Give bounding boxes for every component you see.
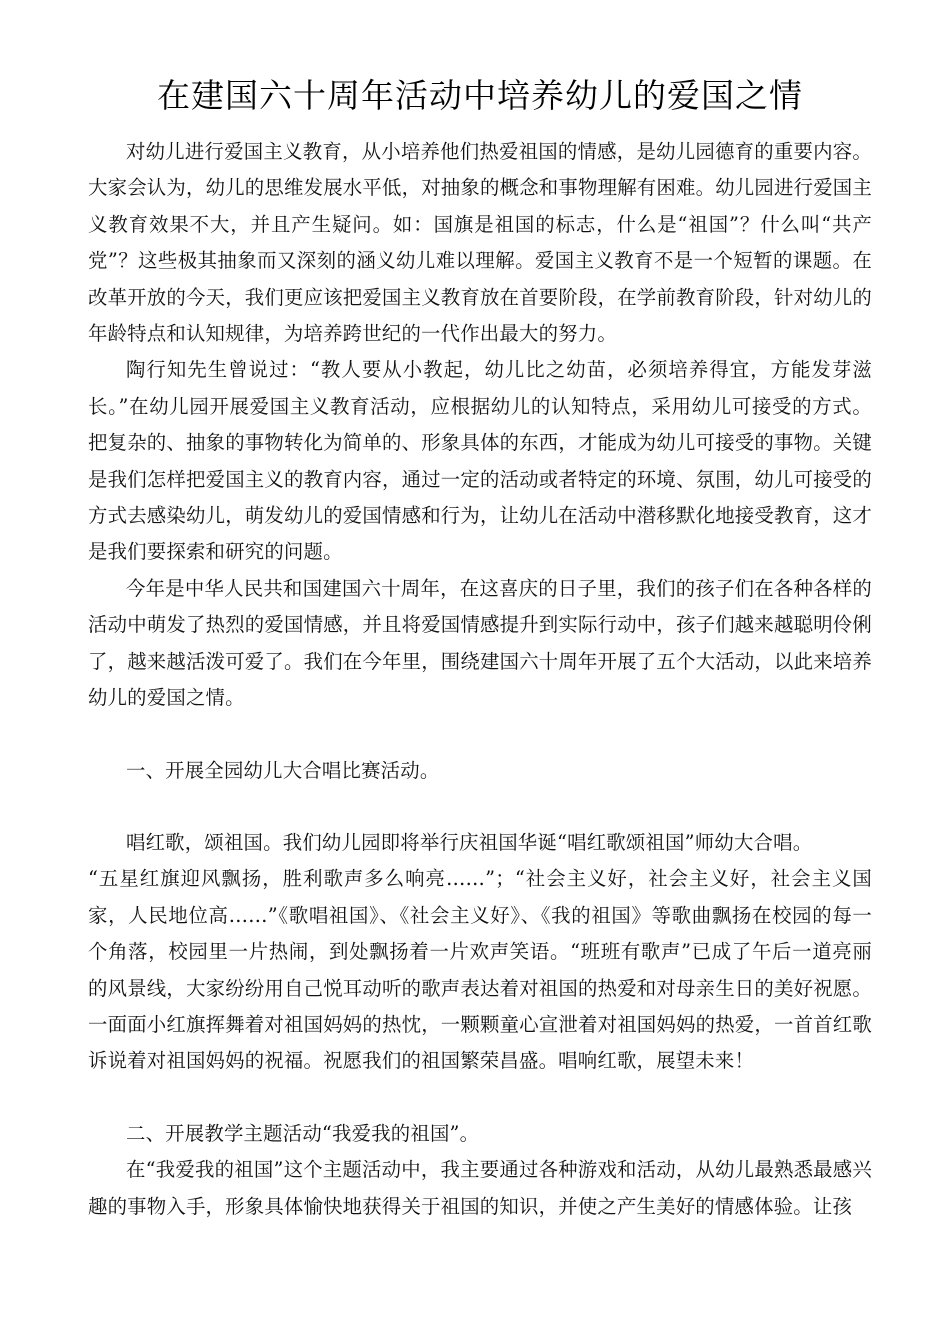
anniversary-paragraph: 今年是中华人民共和国建国六十周年，在这喜庆的日子里，我们的孩子们在各种各样的活动中萌发了热烈的爱国情感，并且将爱国情感提升到实际行动中，孩子们越来越聪明伶俐了，越来越活泼可爱了。我们在今年里，围绕建国六十周年开展了五个大活动，以此来培养幼儿的爱国之情。 — [88, 576, 872, 710]
section-2-paragraph: 在“我爱我的祖国”这个主题活动中，我主要通过各种游戏和活动，从幼儿最熟悉最感兴趣的事物入手，形象具体愉快地获得关于祖国的知识，并使之产生美好的情感体验。让孩 — [88, 1158, 872, 1218]
section-1-paragraph: 唱红歌，颂祖国。我们幼儿园即将举行庆祖国华诞“唱红歌颂祖国”师幼大合唱。 — [126, 830, 813, 854]
intro-paragraph: 对幼儿进行爱国主义教育，从小培养他们热爱祖国的情感，是幼儿园德育的重要内容。大家会认为，幼儿的思维发展水平低，对抽象的概念和事物理解有困难。幼儿园进行爱国主义教育效果不大，并且产生疑问。如：国旗是祖国的标志，什么是“祖国”？什么叫“共产党”？这些极其抽象而又深刻的涵义幼儿难以理解。爱国主义教育不是一个短暂的课题。在改革开放的今天，我们更应该把爱国主义教育放在首要阶段，在学前教育阶段，针对幼儿的年龄特点和认知规律，为培养跨世纪的一代作出最大的努力。 — [88, 140, 872, 346]
section-2-heading: 二、开展教学主题活动“我爱我的祖国”。 — [126, 1121, 480, 1145]
section-1-heading: 一、开展全园幼儿大合唱比赛活动。 — [126, 758, 440, 782]
document-page — [88, 72, 872, 1225]
quote-paragraph: 陶行知先生曾说过：“教人要从小教起，幼儿比之幼苗，必须培养得宜，方能发芽滋长。”在幼儿园开展爱国主义教育活动，应根据幼儿的认知特点，采用幼儿可接受的方式。把复杂的、抽象的事物转化为简单的、形象具体的东西，才能成为幼儿可接受的事物。关键是我们怎样把爱国主义的教育内容，通过一定的活动或者特定的环境、氛围，幼儿可接受的方式去感染幼儿，萌发幼儿的爱国情感和行为，让幼儿在活动中潜移默化地接受教育，这才是我们要探索和研究的问题。 — [88, 358, 872, 564]
section-1-songs-paragraph: “五星红旗迎风飘扬，胜利歌声多么响亮……”；“社会主义好，社会主义好，社会主义国家，人民地位高……”《歌唱祖国》、《社会主义好》、《我的祖国》等歌曲飘扬在校园的每一个角落，校园里一片热闹，到处飘扬着一片欢声笑语。“班班有歌声”已成了午后一道亮丽的风景线，大家纷纷用自己悦耳动听的歌声表达着对祖国的热爱和对母亲生日的美好祝愿。一面面小红旗挥舞着对祖国妈妈的热忱，一颗颗童心宣泄着对祖国妈妈的热爱，一首首红歌诉说着对祖国妈妈的祝福。祝愿我们的祖国繁荣昌盛。唱响红歌，展望未来！ — [88, 867, 872, 1073]
document-title: 在建国六十周年活动中培养幼儿的爱国之情 — [157, 76, 803, 115]
